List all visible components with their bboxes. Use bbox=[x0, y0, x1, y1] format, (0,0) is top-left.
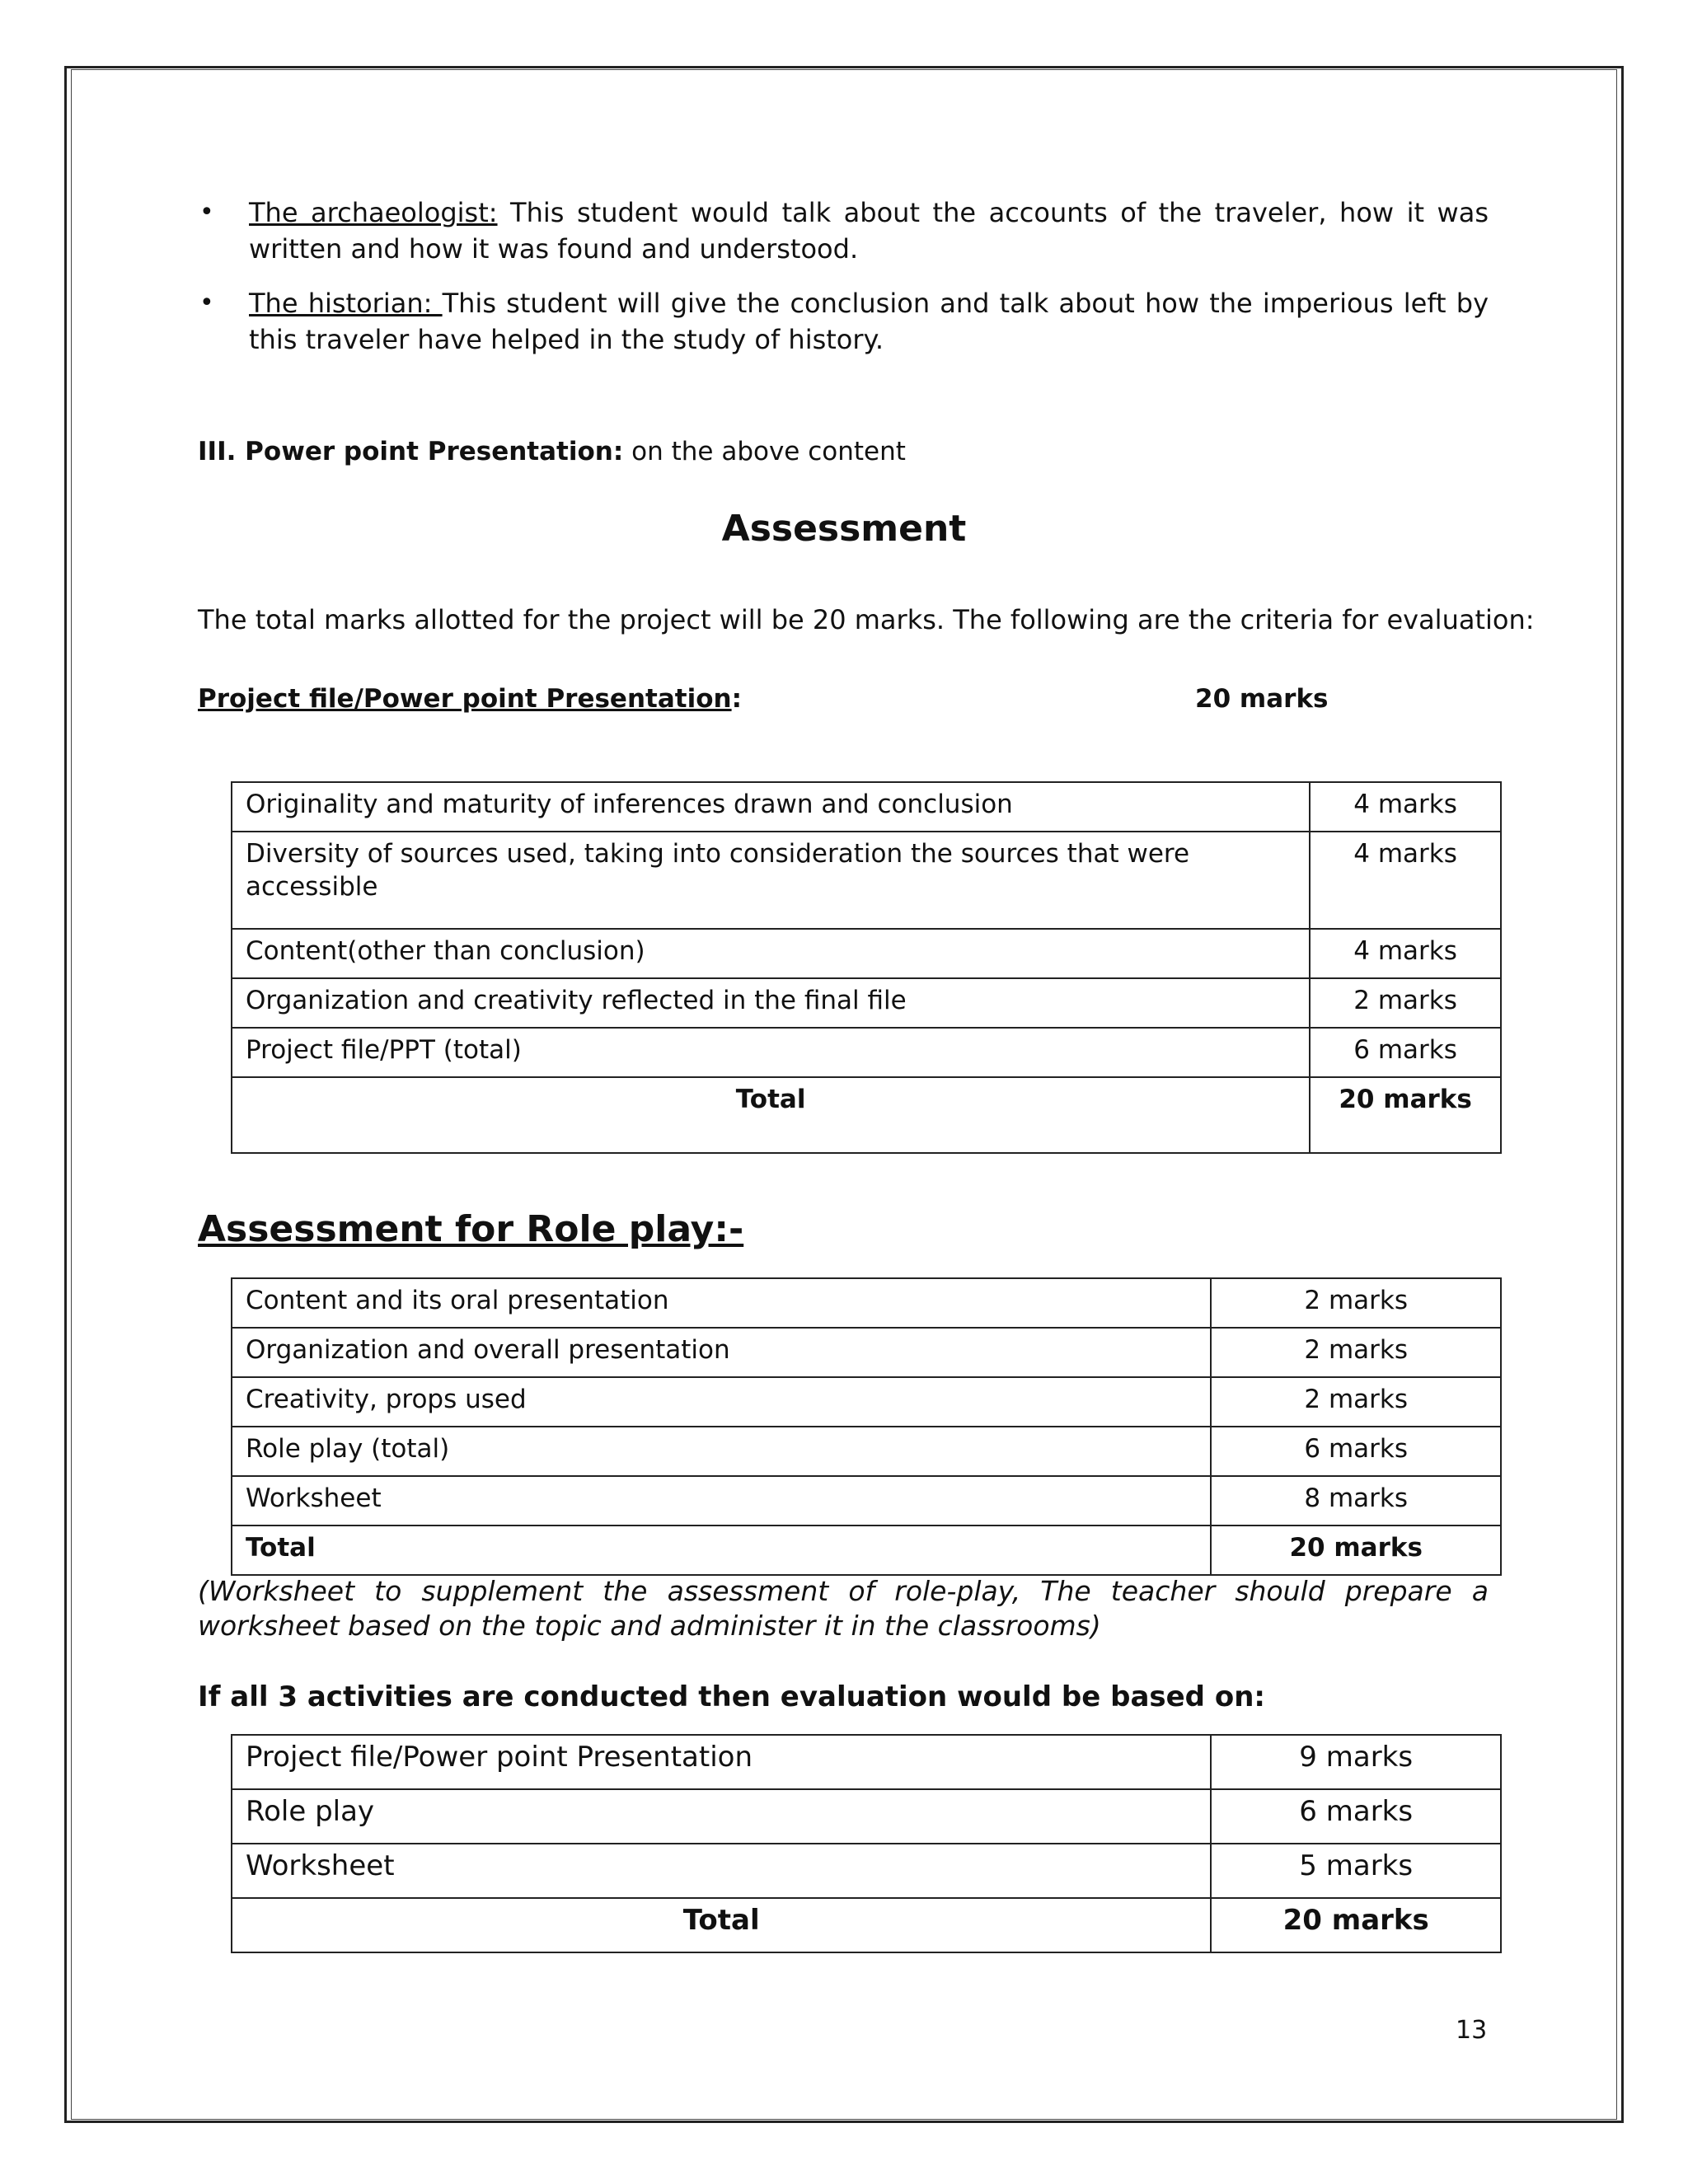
table-row bbox=[232, 1476, 1501, 1526]
table-row bbox=[232, 1377, 1501, 1427]
criterion-cell: Originality and maturity of inferences drawn and conclusion bbox=[232, 782, 1310, 832]
evaluation-table bbox=[231, 1734, 1502, 1953]
roleplay-heading: Assessment for Role play:- bbox=[198, 1208, 744, 1250]
bullet-term: The archaeologist: bbox=[249, 197, 498, 228]
criterion-cell: Organization and overall presentation bbox=[232, 1328, 1211, 1377]
marks-cell: 9 marks bbox=[1211, 1735, 1501, 1789]
bullet-text: This student would talk about the accounts of the traveler, how it was written and how it was found and understood. bbox=[249, 197, 1489, 265]
role-bullet-list bbox=[198, 194, 1489, 376]
project-heading-marks: 20 marks bbox=[1195, 684, 1329, 714]
total-label: Total bbox=[232, 1898, 1211, 1952]
total-marks: 20 marks bbox=[1211, 1898, 1501, 1952]
table-row bbox=[232, 1427, 1501, 1476]
table-row bbox=[232, 978, 1501, 1028]
assessment-title: Assessment bbox=[721, 508, 967, 550]
table-row bbox=[232, 832, 1501, 929]
bullet-dot-icon: • bbox=[199, 288, 214, 317]
table-row bbox=[232, 929, 1501, 978]
section-label: III. Power point Presentation: bbox=[198, 437, 624, 466]
marks-cell: 4 marks bbox=[1310, 782, 1501, 832]
worksheet-note: (Worksheet to supplement the assessment of role-play, The teacher should prepare a worksheet based on the topic and administer it in the classrooms) bbox=[198, 1575, 1489, 1642]
criterion-cell: Content(other than conclusion) bbox=[232, 929, 1310, 978]
criterion-cell: Creativity, props used bbox=[232, 1377, 1211, 1427]
intro-paragraph: The total marks allotted for the project will be 20 marks. The following are the criteria for evaluation: bbox=[198, 604, 1535, 635]
table-total-row bbox=[232, 1526, 1501, 1575]
table-row bbox=[232, 1789, 1501, 1844]
table-total-row bbox=[232, 1898, 1501, 1952]
bullet-dot-icon: • bbox=[199, 198, 214, 227]
marks-cell: 2 marks bbox=[1211, 1278, 1501, 1328]
marks-cell: 2 marks bbox=[1310, 978, 1501, 1028]
table-row bbox=[232, 1844, 1501, 1898]
total-marks: 20 marks bbox=[1310, 1077, 1501, 1153]
table-row bbox=[232, 1028, 1501, 1077]
total-label: Total bbox=[232, 1526, 1211, 1575]
total-marks: 20 marks bbox=[1211, 1526, 1501, 1575]
marks-cell: 4 marks bbox=[1310, 832, 1501, 929]
project-heading bbox=[198, 681, 1352, 717]
bullet-term: The historian: bbox=[249, 288, 443, 319]
marks-cell: 6 marks bbox=[1211, 1427, 1501, 1476]
bullet-historian bbox=[198, 285, 1489, 358]
bullet-text: This student will give the conclusion and talk about how the imperious left by this traveler have helped in the study of history. bbox=[249, 288, 1489, 355]
criterion-cell: Worksheet bbox=[232, 1844, 1211, 1898]
table-row bbox=[232, 1735, 1501, 1789]
criterion-cell: Content and its oral presentation bbox=[232, 1278, 1211, 1328]
marks-cell: 4 marks bbox=[1310, 929, 1501, 978]
criterion-cell: Role play bbox=[232, 1789, 1211, 1844]
criterion-cell: Diversity of sources used, taking into consideration the sources that were accessible bbox=[232, 832, 1310, 929]
roleplay-criteria-table bbox=[231, 1277, 1502, 1576]
criterion-cell: Project file/Power point Presentation bbox=[232, 1735, 1211, 1789]
marks-cell: 6 marks bbox=[1310, 1028, 1501, 1077]
project-heading-label: Project file/Power point Presentation bbox=[198, 684, 732, 714]
marks-cell: 2 marks bbox=[1211, 1377, 1501, 1427]
evaluation-heading: If all 3 activities are conducted then evaluation would be based on: bbox=[198, 1680, 1266, 1713]
section-text: on the above content bbox=[623, 437, 906, 466]
page-number: 13 bbox=[1456, 2016, 1488, 2045]
criterion-cell: Organization and creativity reflected in the final file bbox=[232, 978, 1310, 1028]
bullet-archaeologist bbox=[198, 194, 1489, 267]
section-power-point bbox=[198, 434, 906, 470]
marks-cell: 2 marks bbox=[1211, 1328, 1501, 1377]
criterion-cell: Project file/PPT (total) bbox=[232, 1028, 1310, 1077]
marks-cell: 8 marks bbox=[1211, 1476, 1501, 1526]
marks-cell: 6 marks bbox=[1211, 1789, 1501, 1844]
table-row bbox=[232, 782, 1501, 832]
table-total-row bbox=[232, 1077, 1501, 1153]
criterion-cell: Role play (total) bbox=[232, 1427, 1211, 1476]
criterion-cell: Worksheet bbox=[232, 1476, 1211, 1526]
table-row bbox=[232, 1278, 1501, 1328]
total-label: Total bbox=[232, 1077, 1310, 1153]
table-row bbox=[232, 1328, 1501, 1377]
marks-cell: 5 marks bbox=[1211, 1844, 1501, 1898]
project-criteria-table bbox=[231, 781, 1502, 1154]
project-heading-colon: : bbox=[731, 684, 742, 714]
